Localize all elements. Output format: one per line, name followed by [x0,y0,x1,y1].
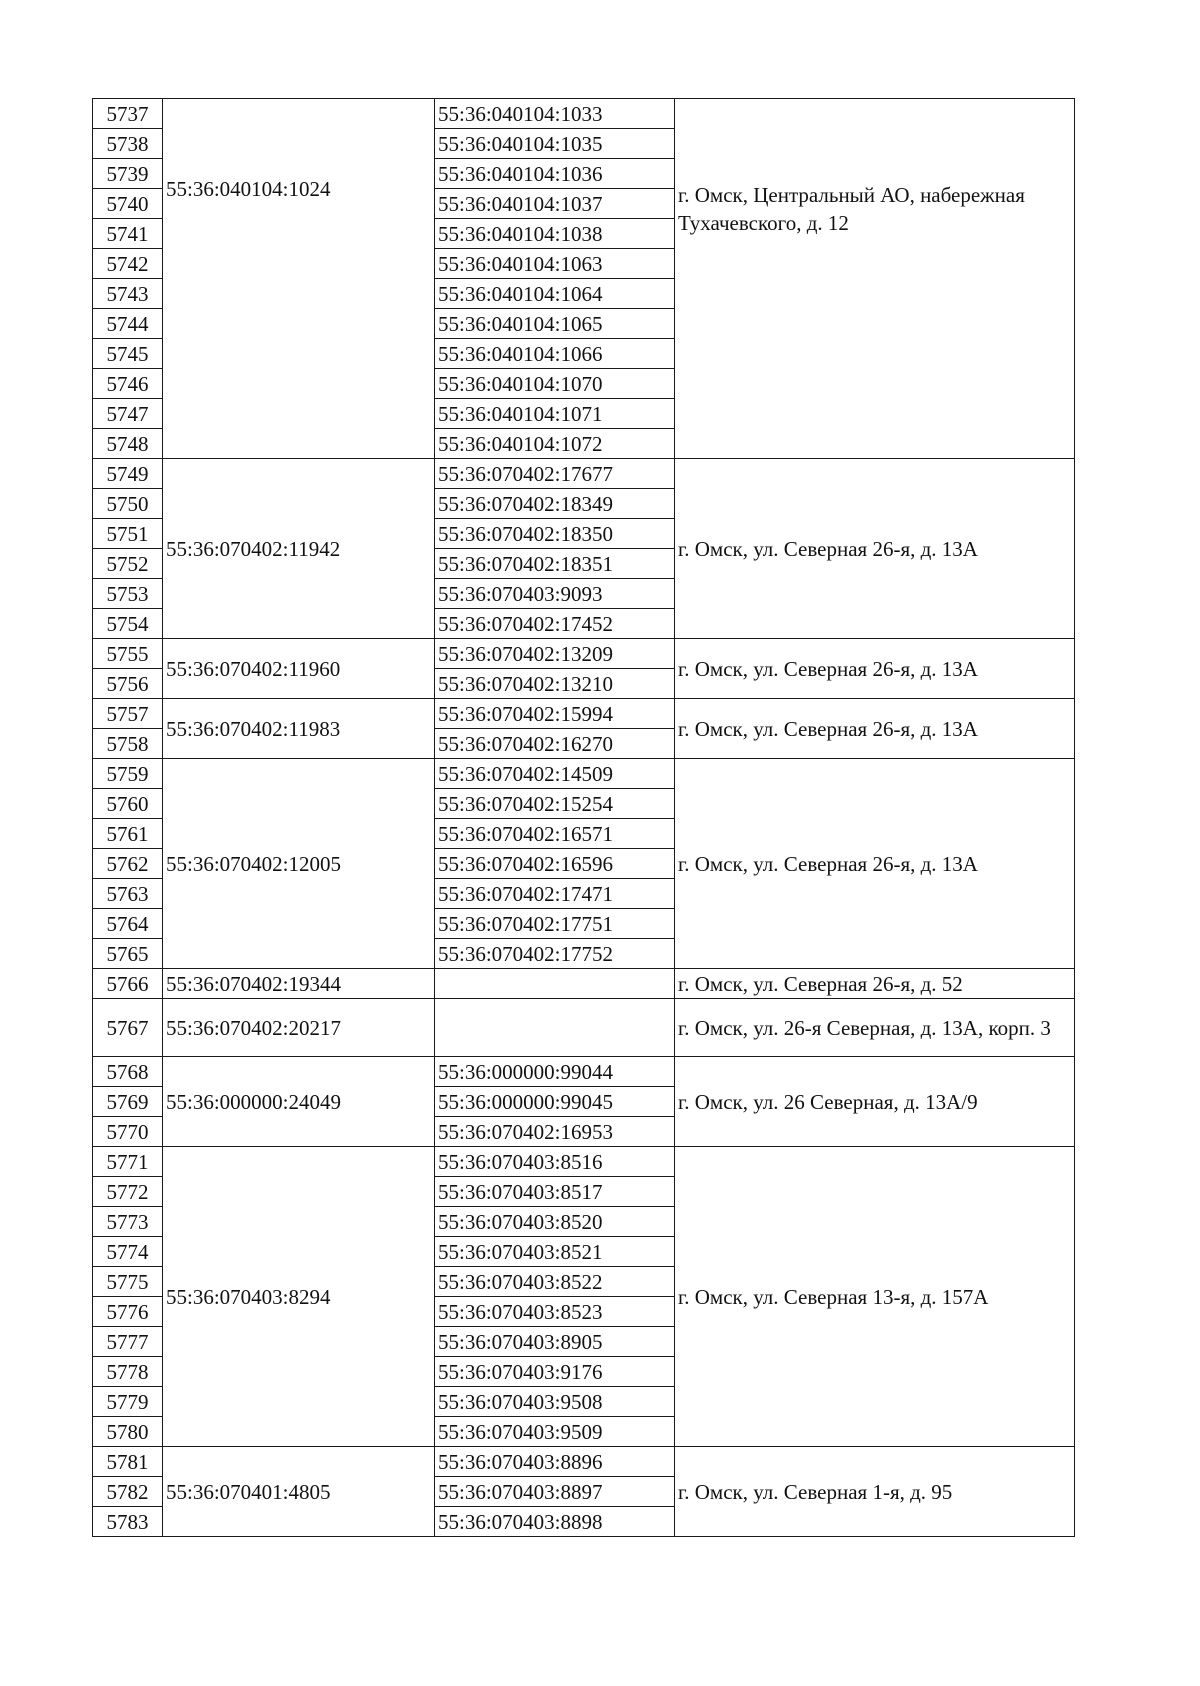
table-row [93,759,1075,789]
row-number: 5743 [93,279,163,309]
row-number: 5759 [93,759,163,789]
row-number: 5780 [93,1417,163,1447]
related-cadastral-number: 55:36:070403:8516 [435,1147,675,1177]
related-cadastral-number: 55:36:070402:17677 [435,459,675,489]
related-cadastral-number: 55:36:040104:1072 [435,429,675,459]
address: г. Омск, ул. Северная 26-я, д. 13А [675,699,1075,759]
related-cadastral-number: 55:36:070403:9509 [435,1417,675,1447]
related-cadastral-number [435,999,675,1057]
related-cadastral-number: 55:36:070402:17752 [435,939,675,969]
related-cadastral-number: 55:36:070402:16270 [435,729,675,759]
related-cadastral-number: 55:36:070403:8898 [435,1507,675,1537]
row-number: 5779 [93,1387,163,1417]
row-number: 5738 [93,129,163,159]
related-cadastral-number: 55:36:040104:1036 [435,159,675,189]
address: г. Омск, ул. Северная 26-я, д. 13А [675,459,1075,639]
row-number: 5742 [93,249,163,279]
related-cadastral-number: 55:36:070402:17751 [435,909,675,939]
related-cadastral-number: 55:36:070402:18351 [435,549,675,579]
related-cadastral-number: 55:36:070403:9508 [435,1387,675,1417]
related-cadastral-number: 55:36:000000:99044 [435,1057,675,1087]
row-number: 5769 [93,1087,163,1117]
row-number: 5760 [93,789,163,819]
row-number: 5774 [93,1237,163,1267]
address: г. Омск, Центральный АО, набережная Тухачевского, д. 12 [675,99,1075,459]
row-number: 5778 [93,1357,163,1387]
related-cadastral-number: 55:36:070402:14509 [435,759,675,789]
row-number: 5765 [93,939,163,969]
row-number: 5764 [93,909,163,939]
related-cadastral-number: 55:36:000000:99045 [435,1087,675,1117]
row-number: 5746 [93,369,163,399]
row-number: 5783 [93,1507,163,1537]
related-cadastral-number: 55:36:070403:9176 [435,1357,675,1387]
table-row [93,99,1075,129]
row-number: 5761 [93,819,163,849]
row-number: 5754 [93,609,163,639]
row-number: 5767 [93,999,163,1057]
main-cadastral-number: 55:36:070402:20217 [163,999,435,1057]
row-number: 5744 [93,309,163,339]
related-cadastral-number: 55:36:040104:1070 [435,369,675,399]
address: г. Омск, ул. Северная 26-я, д. 52 [675,969,1075,999]
related-cadastral-number: 55:36:070403:8521 [435,1237,675,1267]
address: г. Омск, ул. 26 Северная, д. 13А/9 [675,1057,1075,1147]
related-cadastral-number: 55:36:070402:16571 [435,819,675,849]
main-cadastral-number: 55:36:040104:1024 [163,99,435,459]
related-cadastral-number: 55:36:040104:1064 [435,279,675,309]
table-row [93,969,1075,999]
related-cadastral-number: 55:36:070402:16953 [435,1117,675,1147]
related-cadastral-number: 55:36:070402:18350 [435,519,675,549]
row-number: 5756 [93,669,163,699]
related-cadastral-number: 55:36:070402:17452 [435,609,675,639]
related-cadastral-number: 55:36:040104:1038 [435,219,675,249]
related-cadastral-number: 55:36:070403:8523 [435,1297,675,1327]
table-row [93,699,1075,729]
table-row [93,639,1075,669]
related-cadastral-number: 55:36:040104:1033 [435,99,675,129]
related-cadastral-number: 55:36:070402:13210 [435,669,675,699]
row-number: 5741 [93,219,163,249]
related-cadastral-number: 55:36:070402:15994 [435,699,675,729]
row-number: 5763 [93,879,163,909]
related-cadastral-number: 55:36:070402:16596 [435,849,675,879]
row-number: 5772 [93,1177,163,1207]
row-number: 5751 [93,519,163,549]
related-cadastral-number: 55:36:070403:8905 [435,1327,675,1357]
row-number: 5781 [93,1447,163,1477]
main-cadastral-number: 55:36:070402:11960 [163,639,435,699]
table-row [93,1447,1075,1477]
address: г. Омск, ул. Северная 26-я, д. 13А [675,639,1075,699]
table-row [93,459,1075,489]
row-number: 5768 [93,1057,163,1087]
related-cadastral-number: 55:36:040104:1071 [435,399,675,429]
related-cadastral-number [435,969,675,999]
related-cadastral-number: 55:36:070402:18349 [435,489,675,519]
table-row [93,1057,1075,1087]
row-number: 5782 [93,1477,163,1507]
row-number: 5770 [93,1117,163,1147]
related-cadastral-number: 55:36:040104:1037 [435,189,675,219]
row-number: 5747 [93,399,163,429]
row-number: 5758 [93,729,163,759]
cadastral-table [92,98,1075,1537]
row-number: 5740 [93,189,163,219]
row-number: 5762 [93,849,163,879]
main-cadastral-number: 55:36:070401:4805 [163,1447,435,1537]
address: г. Омск, ул. Северная 1-я, д. 95 [675,1447,1075,1537]
related-cadastral-number: 55:36:040104:1065 [435,309,675,339]
related-cadastral-number: 55:36:070402:13209 [435,639,675,669]
related-cadastral-number: 55:36:070403:8896 [435,1447,675,1477]
row-number: 5750 [93,489,163,519]
address: г. Омск, ул. Северная 13-я, д. 157А [675,1147,1075,1447]
related-cadastral-number: 55:36:070402:17471 [435,879,675,909]
row-number: 5752 [93,549,163,579]
main-cadastral-number: 55:36:070402:19344 [163,969,435,999]
row-number: 5775 [93,1267,163,1297]
row-number: 5748 [93,429,163,459]
table-row [93,999,1075,1057]
table-row [93,1147,1075,1177]
main-cadastral-number: 55:36:070402:11942 [163,459,435,639]
row-number: 5749 [93,459,163,489]
related-cadastral-number: 55:36:040104:1035 [435,129,675,159]
main-cadastral-number: 55:36:070402:11983 [163,699,435,759]
address: г. Омск, ул. Северная 26-я, д. 13А [675,759,1075,969]
related-cadastral-number: 55:36:070403:8520 [435,1207,675,1237]
related-cadastral-number: 55:36:070403:8517 [435,1177,675,1207]
row-number: 5776 [93,1297,163,1327]
related-cadastral-number: 55:36:070403:8522 [435,1267,675,1297]
related-cadastral-number: 55:36:070402:15254 [435,789,675,819]
related-cadastral-number: 55:36:070403:8897 [435,1477,675,1507]
row-number: 5777 [93,1327,163,1357]
related-cadastral-number: 55:36:070403:9093 [435,579,675,609]
related-cadastral-number: 55:36:040104:1066 [435,339,675,369]
row-number: 5755 [93,639,163,669]
row-number: 5773 [93,1207,163,1237]
main-cadastral-number: 55:36:070402:12005 [163,759,435,969]
row-number: 5745 [93,339,163,369]
row-number: 5737 [93,99,163,129]
row-number: 5753 [93,579,163,609]
row-number: 5771 [93,1147,163,1177]
row-number: 5739 [93,159,163,189]
main-cadastral-number: 55:36:070403:8294 [163,1147,435,1447]
related-cadastral-number: 55:36:040104:1063 [435,249,675,279]
row-number: 5757 [93,699,163,729]
address: г. Омск, ул. 26-я Северная, д. 13А, корп. 3 [675,999,1075,1057]
main-cadastral-number: 55:36:000000:24049 [163,1057,435,1147]
cadastral-table-body [93,99,1075,1537]
row-number: 5766 [93,969,163,999]
